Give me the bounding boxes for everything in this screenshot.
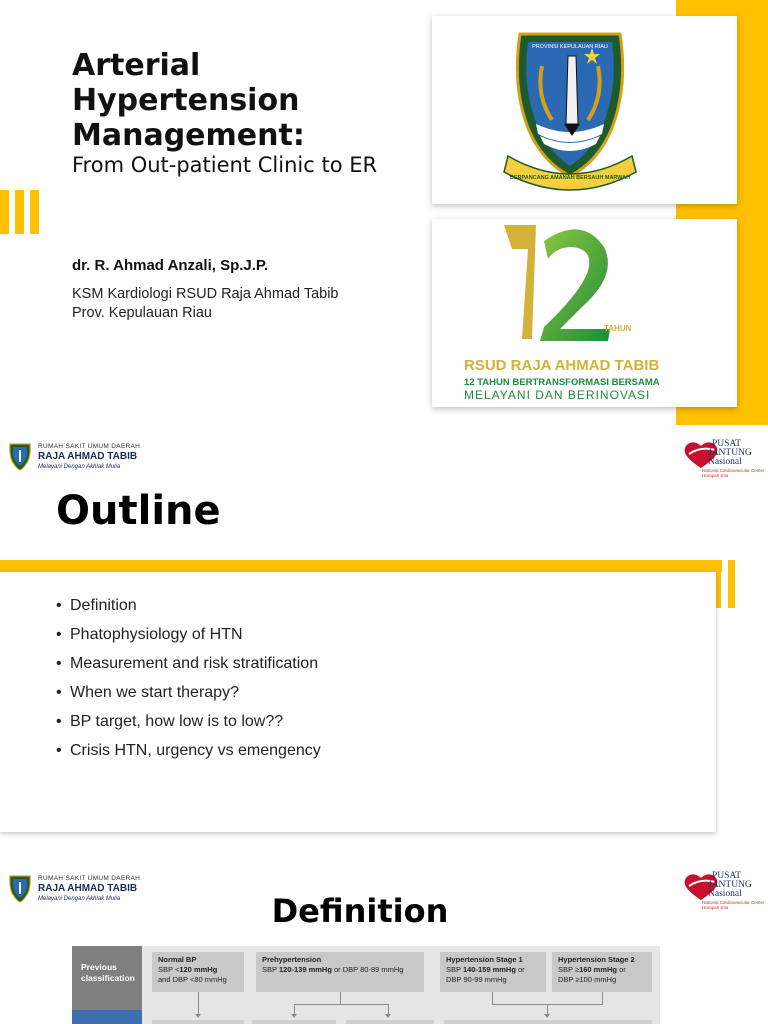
- arrow-down-icon: [195, 1014, 201, 1018]
- list-item: • Crisis HTN, urgency vs emengency: [56, 742, 321, 759]
- hospital-tagline: Melayani Dengan Akhlak Mulia: [38, 464, 121, 470]
- stage2-text-3: DBP ≥100 mmHg: [558, 975, 617, 984]
- yellow-stripes-right: [714, 560, 738, 608]
- pj-line-2: JANTUNG: [708, 880, 752, 890]
- outline-list: [56, 596, 321, 770]
- hospital-name: RAJA AHMAD TABIB: [38, 883, 138, 894]
- pusat-jantung-logo: [683, 438, 768, 480]
- stage2-text: SBP ≥: [558, 965, 580, 974]
- stage1-text-3: DBP 90-99 mmHg: [446, 975, 507, 984]
- stage1-value: 140-159 mmHg: [462, 965, 516, 974]
- pusat-jantung-subtitle: National Cardiovascular Center Harapan Kita: [702, 468, 765, 478]
- pj-line-3: Nasional: [708, 889, 742, 899]
- connector-line: [294, 1004, 295, 1014]
- outline-content-card: [0, 572, 716, 832]
- author-name: dr. R. Ahmad Anzali, Sp.J.P.: [72, 257, 269, 274]
- list-item: • Phatophysiology of HTN: [56, 626, 243, 643]
- prehtn-value: 120-139 mmHg: [278, 965, 332, 974]
- list-item: • Measurement and risk stratification: [56, 655, 319, 672]
- connector-line: [547, 1004, 548, 1014]
- anniv-hospital-text: RSUD RAJA AHMAD TABIB: [464, 357, 660, 374]
- anniversary-logo-card: [432, 219, 737, 407]
- pusat-jantung-name: [702, 440, 752, 467]
- presentation-title: Arterial Hypertension Management:: [72, 48, 305, 153]
- hospital-small-label: RUMAH SAKIT UMUM DAERAH: [38, 443, 141, 450]
- normal-bp-text: SBP <: [158, 965, 180, 974]
- hospital-small-label: RUMAH SAKIT UMUM DAERAH: [38, 875, 141, 882]
- prehtn-head: Prehypertension: [262, 955, 322, 964]
- definition-slide: [0, 864, 768, 1024]
- normal-bp-text-2: and DBP <80 mmHg: [158, 975, 227, 984]
- htn-stage2-cell: [552, 952, 652, 992]
- prehtn-text: SBP: [262, 965, 279, 974]
- new-class-cell: [152, 1020, 244, 1024]
- anniv-line-2: 12 TAHUN BERTRANSFORMASI BERSAMA: [464, 377, 660, 388]
- stage1-head: Hypertension Stage 1: [446, 955, 523, 964]
- anniversary-12-logo: [432, 219, 737, 407]
- province-crest-card: [432, 16, 737, 204]
- new-classification-strip: [72, 1010, 142, 1024]
- hospital-crest-icon: [8, 442, 32, 472]
- prehtn-text-2: or DBP 80-89 mmHg: [331, 965, 404, 974]
- list-item: • Definition: [56, 597, 137, 614]
- hospital-name: RAJA AHMAD TABIB: [38, 451, 138, 462]
- hospital-tagline: Melayani Dengan Akhlak Mulia: [38, 896, 121, 902]
- connector-line: [294, 1004, 388, 1005]
- hospital-logo: [8, 442, 188, 474]
- crest-ribbon-text: BERPANCANG AMANAH BERSAUH MARWAH: [509, 175, 631, 181]
- new-class-cell: [444, 1020, 652, 1024]
- new-class-cell: [252, 1020, 336, 1024]
- author-affiliation: [72, 285, 339, 323]
- normal-bp-head: Normal BP: [158, 955, 197, 964]
- stage2-text-2: or: [617, 965, 626, 974]
- new-class-cell: [346, 1020, 434, 1024]
- presentation-subtitle: From Out-patient Clinic to ER: [72, 153, 378, 177]
- connector-line: [198, 992, 199, 1014]
- previous-classification-label: Previous classification: [72, 946, 142, 1010]
- list-item: • BP target, how low is to low??: [56, 713, 284, 730]
- crest-arc-text: PROVINSI KEPULAUAN RIAU: [532, 44, 608, 50]
- htn-stage1-cell: [440, 952, 546, 992]
- province-crest-logo: [432, 16, 737, 204]
- prehypertension-cell: [256, 952, 424, 992]
- pj-line-3: Nasional: [708, 457, 742, 467]
- connector-line: [388, 1004, 389, 1014]
- arrow-down-icon: [385, 1014, 391, 1018]
- connector-line: [492, 992, 493, 1004]
- title-slide: [0, 0, 768, 425]
- connector-line: [340, 992, 341, 1004]
- stage2-head: Hypertension Stage 2: [558, 955, 635, 964]
- normal-bp-value: 120 mmHg: [179, 965, 218, 974]
- stage1-text-2: or: [515, 965, 525, 974]
- pj-line-2: JANTUNG: [708, 448, 752, 458]
- bp-classification-table: [72, 946, 660, 1024]
- affiliation-line-1: KSM Kardiologi RSUD Raja Ahmad Tabib: [72, 286, 339, 302]
- stage1-text: SBP: [446, 965, 463, 974]
- normal-bp-cell: [152, 952, 244, 992]
- connector-line: [602, 992, 603, 1004]
- list-item: • When we start therapy?: [56, 684, 239, 701]
- arrow-down-icon: [291, 1014, 297, 1018]
- arrow-down-icon: [544, 1014, 550, 1018]
- pusat-jantung-subtitle: National Cardiovascular Center Harapan Kita: [702, 900, 765, 910]
- stage2-value: 160 mmHg: [579, 965, 618, 974]
- yellow-stripes-decoration: [0, 190, 48, 234]
- outline-slide: [0, 432, 768, 842]
- yellow-band: [0, 560, 722, 572]
- pj-line-1: PUSAT: [712, 439, 742, 449]
- anniv-line-3: MELAYANI DAN BERINOVASI: [464, 388, 651, 402]
- anniv-tahun-text: TAHUN: [604, 324, 632, 333]
- pj-line-1: PUSAT: [712, 871, 742, 881]
- affiliation-line-2: Prov. Kepulauan Riau: [72, 305, 212, 321]
- definition-title: Definition: [271, 892, 449, 930]
- outline-title: Outline: [56, 488, 221, 534]
